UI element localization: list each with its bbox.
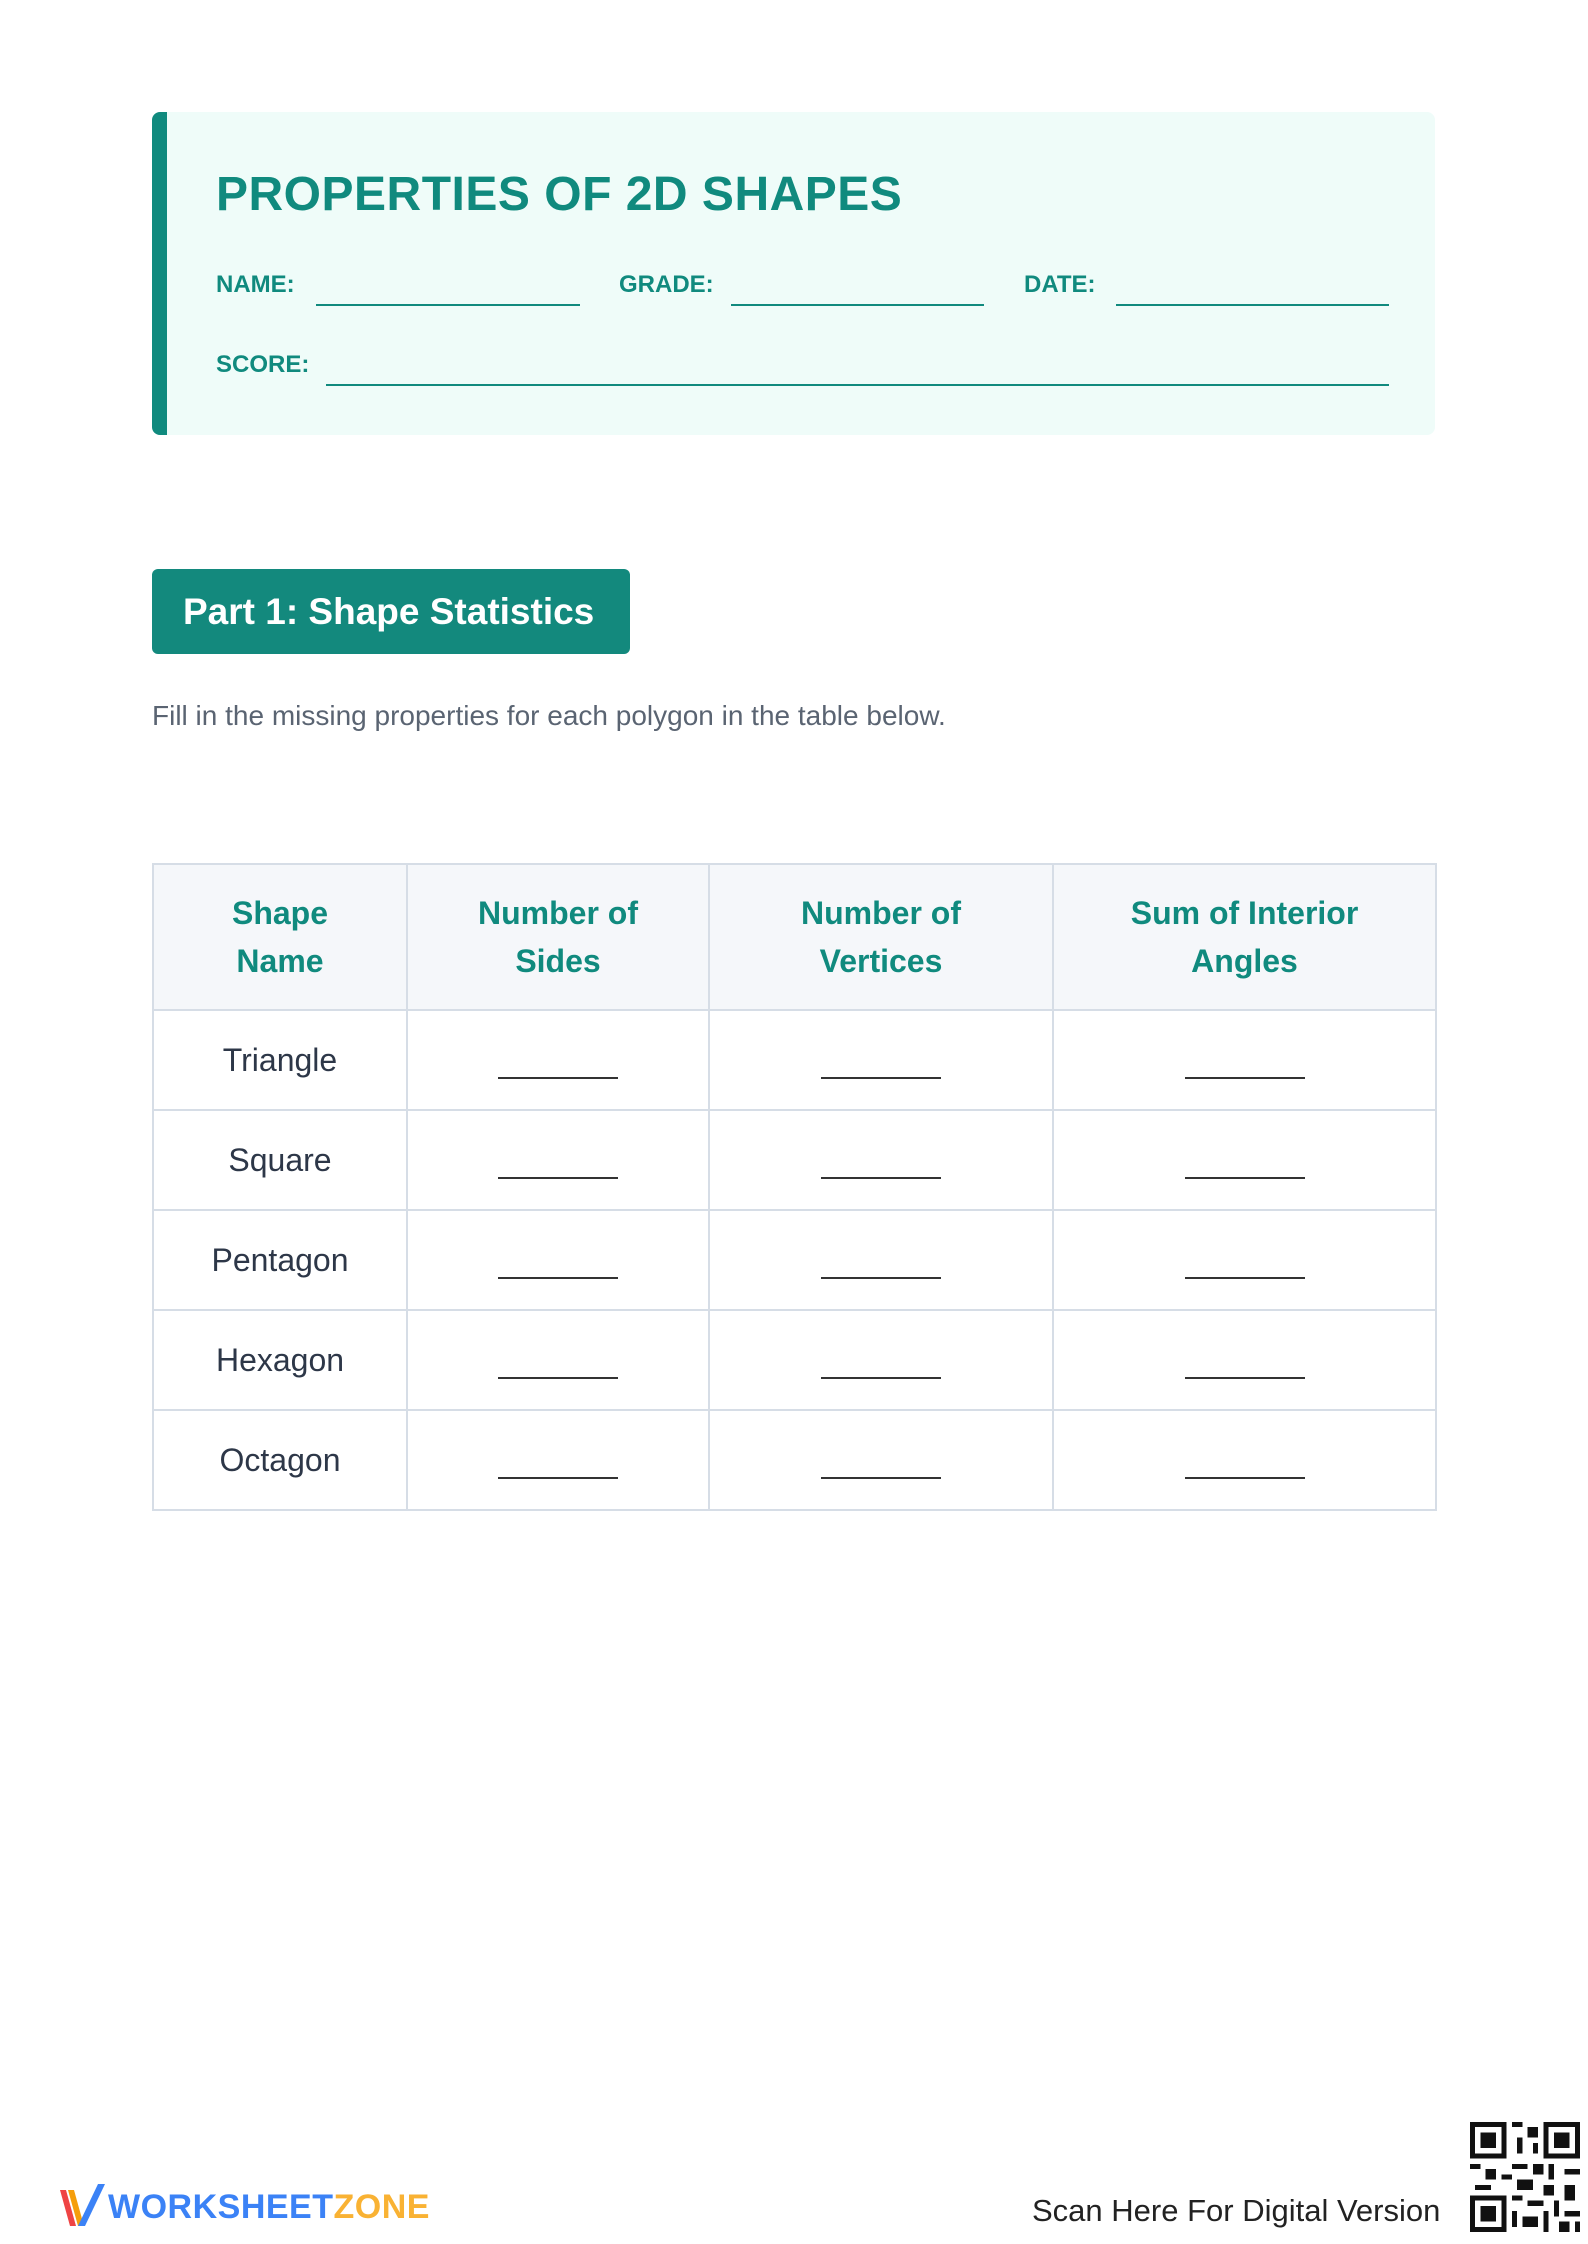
- angles-answer-blank[interactable]: [1185, 1377, 1305, 1379]
- header-panel: [152, 112, 1435, 435]
- angles-answer-blank[interactable]: [1185, 1077, 1305, 1079]
- angles-answer-blank[interactable]: [1185, 1477, 1305, 1479]
- table-row: [153, 1410, 1436, 1510]
- grade-field[interactable]: [731, 304, 984, 306]
- worksheetzone-logo: [58, 2180, 430, 2236]
- vertices-answer-blank[interactable]: [821, 1377, 941, 1379]
- vertices-answer-blank[interactable]: [821, 1077, 941, 1079]
- shape-name-cell: Octagon: [153, 1410, 407, 1510]
- vertices-answer-blank[interactable]: [821, 1477, 941, 1479]
- table-row: [153, 1310, 1436, 1410]
- part1-instruction: Fill in the missing properties for each polygon in the table below.: [152, 700, 946, 731]
- sides-answer-blank[interactable]: [498, 1477, 618, 1479]
- sides-answer-blank[interactable]: [498, 1177, 618, 1179]
- scan-instruction: Scan Here For Digital Version: [1032, 2193, 1441, 2228]
- header-shape-name: Shape Name: [153, 864, 407, 1010]
- header-accent-bar: [152, 112, 167, 435]
- sides-answer-blank[interactable]: [498, 1277, 618, 1279]
- header-number-of-sides: Number of Sides: [407, 864, 709, 1010]
- name-label: NAME:: [216, 271, 295, 298]
- date-field[interactable]: [1116, 304, 1389, 306]
- shape-name-cell: Triangle: [153, 1010, 407, 1110]
- vertices-answer-blank[interactable]: [821, 1177, 941, 1179]
- shape-statistics-table: [152, 863, 1437, 1511]
- vertices-answer-blank[interactable]: [821, 1277, 941, 1279]
- table-row: [153, 1210, 1436, 1310]
- header-sum-of-interior-angles: Sum of Interior Angles: [1053, 864, 1436, 1010]
- date-label: DATE:: [1024, 271, 1096, 298]
- name-field[interactable]: [316, 304, 580, 306]
- worksheet-title: PROPERTIES OF 2D SHAPES: [216, 168, 903, 221]
- table-row: [153, 1010, 1436, 1110]
- score-field[interactable]: [326, 384, 1389, 386]
- score-label: SCORE:: [216, 351, 310, 378]
- table-row: [153, 1110, 1436, 1210]
- qr-code-icon[interactable]: [1470, 2122, 1580, 2232]
- worksheetzone-logo-icon: [58, 2180, 106, 2236]
- grade-label: GRADE:: [619, 271, 714, 298]
- shape-name-cell: Pentagon: [153, 1210, 407, 1310]
- sides-answer-blank[interactable]: [498, 1377, 618, 1379]
- header-number-of-vertices: Number of Vertices: [709, 864, 1053, 1010]
- part1-badge: Part 1: Shape Statistics: [152, 569, 630, 654]
- shape-name-cell: Hexagon: [153, 1310, 407, 1410]
- angles-answer-blank[interactable]: [1185, 1177, 1305, 1179]
- angles-answer-blank[interactable]: [1185, 1277, 1305, 1279]
- worksheetzone-wordmark: WORKSHEETZONE: [108, 2188, 430, 2226]
- shape-name-cell: Square: [153, 1110, 407, 1210]
- sides-answer-blank[interactable]: [498, 1077, 618, 1079]
- table-header-row: [153, 864, 1436, 1010]
